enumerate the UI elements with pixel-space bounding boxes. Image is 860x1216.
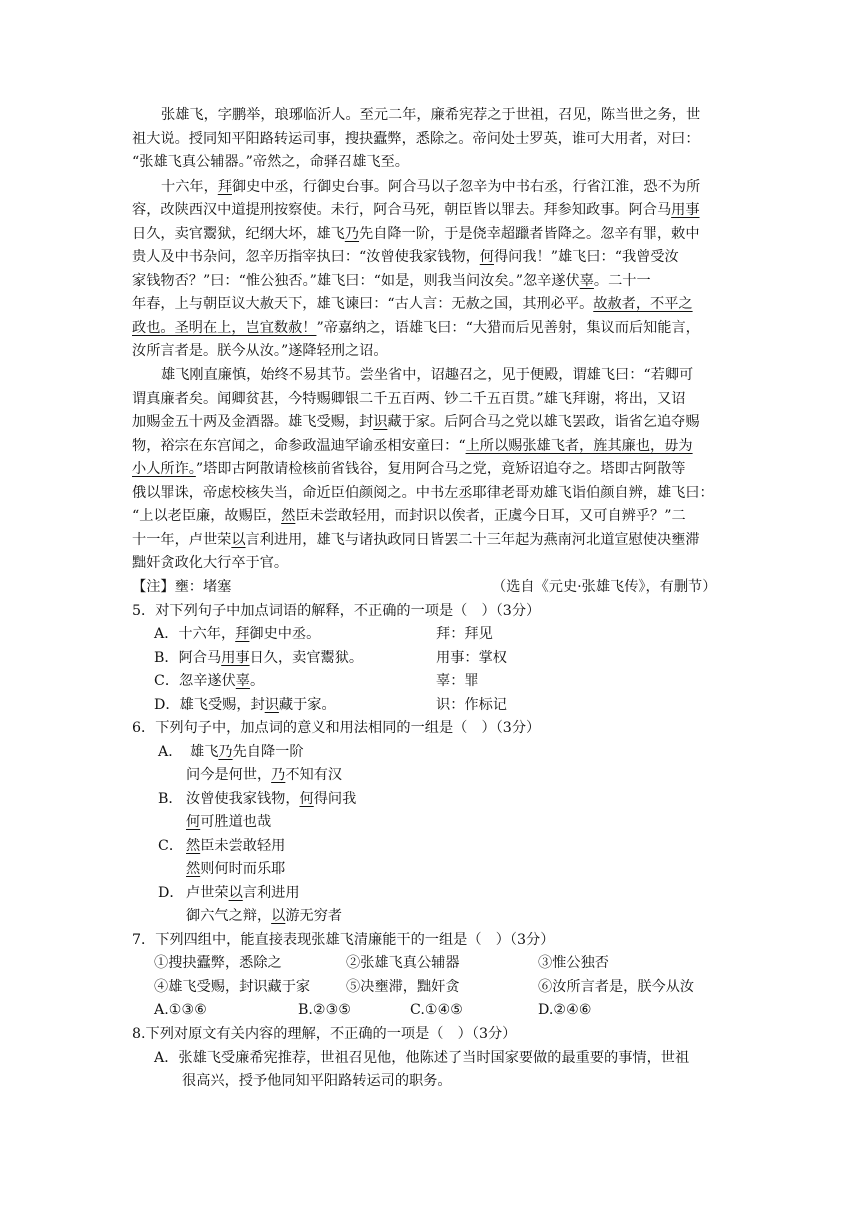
text: C．忽辛遂伏 bbox=[154, 673, 236, 689]
text: ”帝嘉纳之，语雄飞曰：“大猎而后见善射，集议而后知能言， bbox=[316, 320, 700, 336]
q6-option-c-line1 bbox=[186, 835, 285, 857]
q6-option-b-line2 bbox=[186, 811, 271, 833]
q6-option-a-line1 bbox=[190, 741, 304, 763]
passage-p3-line8 bbox=[132, 529, 700, 551]
q5-option-c bbox=[154, 670, 264, 692]
underlined-word: 何 bbox=[299, 791, 314, 807]
q6-option-a-label: A． bbox=[158, 744, 183, 760]
text: 汝曾使我家钱物， bbox=[186, 791, 300, 807]
q5-gloss-c: 辜：罪 bbox=[436, 673, 479, 689]
q6-option-d-line2 bbox=[186, 905, 342, 927]
text: 年春，上与朝臣议大赦天下，雄飞谏曰：“古人言：无赦之国，其刑必平。 bbox=[132, 296, 594, 312]
text: 得问我 bbox=[313, 791, 357, 807]
passage-p3-line7 bbox=[132, 505, 686, 527]
underlined-phrase: 政也。圣明在上，岂宜数赦！ bbox=[132, 320, 317, 336]
text: 家钱物否？”曰：“惟公独否。”雄飞曰：“如是，则我当问汝矣。”忽辛遂伏 bbox=[132, 273, 580, 289]
text: 藏于家。后阿合马之党以雄飞罢政，诣省乞追夺赐 bbox=[387, 414, 700, 430]
q5-option-b bbox=[154, 647, 363, 669]
q5-option-d bbox=[154, 694, 336, 716]
underlined-word: 辜 bbox=[235, 673, 250, 689]
underlined-word: 以 bbox=[231, 532, 246, 548]
text: A．十六年， bbox=[154, 626, 236, 642]
text: “上以老臣廉，故赐臣， bbox=[132, 508, 282, 524]
text: 加赐金五十两及金酒器。雄飞受赐，封 bbox=[132, 414, 374, 430]
text: 十六年， bbox=[161, 179, 218, 195]
text: 雄飞 bbox=[190, 744, 219, 760]
q7-option-c: C.①④⑤ bbox=[410, 1002, 464, 1018]
q7-item-6: ⑥汝所言者是，朕今从汝 bbox=[538, 979, 695, 995]
q8-option-a-line1: A．张雄飞受廉希宪推荐，世祖召见他，他陈述了当时国家要做的最重要的事情，世祖 bbox=[154, 1050, 690, 1066]
q7-option-d: D.②④⑥ bbox=[538, 1002, 592, 1018]
underlined-phrase: 小人所诈。 bbox=[132, 461, 196, 477]
passage-p2-line4 bbox=[132, 246, 679, 268]
text: 容，改陕西汉中道提刑按察使。未行，阿合马死，朝臣皆以罪去。拜参知政事。阿合马 bbox=[132, 202, 672, 218]
text: ”塔即古阿散请检核前省钱谷，复用阿合马之党，竟矫诏追夺之。塔即古阿散等 bbox=[195, 461, 686, 477]
q5-gloss-b: 用事：掌权 bbox=[436, 650, 507, 666]
passage-p1-line3: “张雄飞真公辅器。”帝然之，命驿召雄飞至。 bbox=[132, 154, 409, 170]
text: 言利进用，雄飞与诸执政同日皆罢二十三年起为燕南河北道宣慰使决壅滞 bbox=[245, 532, 700, 548]
q7-stem: 7．下列四组中，能直接表现张雄飞清廉能干的一组是（ ）（3分） bbox=[132, 932, 555, 948]
passage-p3-line6: 俄以罪诛，帝虑校核失当，命近臣伯颜阅之。中书左丞耶律老哥劝雄飞诣伯颜自辨，雄飞曰： bbox=[132, 485, 714, 501]
q6-option-b-label: B． bbox=[158, 791, 183, 807]
passage-p3-line3 bbox=[132, 411, 700, 433]
underlined-word: 何 bbox=[186, 814, 201, 830]
text: 游无穷者 bbox=[285, 908, 343, 924]
text: 不知有汉 bbox=[285, 767, 343, 783]
underlined-word: 乃 bbox=[271, 767, 286, 783]
text: 先自降一阶 bbox=[232, 744, 304, 760]
q8-stem: 8.下列对原文有关内容的理解，不正确的一项是（ ）（3分） bbox=[132, 1026, 517, 1042]
text: 得问我！”雄飞曰：“我曾受汝 bbox=[493, 249, 679, 265]
text: 先自降一阶，于是侥幸超躐者皆降之。忽辛有罪，敕中 bbox=[359, 226, 700, 242]
text: 贵人及中书杂问，忽辛历指宰执曰：“汝曾使我家钱物， bbox=[132, 249, 480, 265]
text: 可胜道也哉 bbox=[200, 814, 272, 830]
passage-p3-line1: 雄飞刚直廉慎，始终不易其节。尝坐省中，诏趣召之，见于便殿，谓雄飞曰：“若卿可 bbox=[161, 367, 694, 383]
text: 日久，卖官鬻狱，纪纲大坏，雄飞 bbox=[132, 226, 345, 242]
text: 言利进用 bbox=[242, 885, 300, 901]
passage-p2-line8: 汝所言者是。朕今从汝。”遂降轻刑之诏。 bbox=[132, 343, 388, 359]
text: 。二十一 bbox=[593, 273, 651, 289]
q7-option-a: A.①③⑥ bbox=[154, 1002, 207, 1018]
q7-item-1: ①搜抉蠹弊，悉除之 bbox=[154, 955, 282, 971]
underlined-word: 乃 bbox=[218, 744, 233, 760]
text: 问今是何世， bbox=[186, 767, 272, 783]
text: 臣未尝敢轻用 bbox=[200, 838, 286, 854]
passage-p2-line7 bbox=[132, 317, 700, 339]
text: 藏于家。 bbox=[278, 697, 336, 713]
passage-p2-line3 bbox=[132, 223, 700, 245]
text: 御六气之辩， bbox=[186, 908, 272, 924]
underlined-word: 识 bbox=[264, 697, 279, 713]
passage-p3-line4 bbox=[132, 435, 693, 457]
text: B．阿合马 bbox=[154, 650, 222, 666]
underlined-word: 识 bbox=[373, 414, 388, 430]
passage-p3-line9: 黜奸贪政化大行卒于官。 bbox=[132, 555, 289, 571]
underlined-word: 拜 bbox=[217, 179, 232, 195]
q6-stem: 6．下列句子中，加点词的意义和用法相同的一组是（ ）（3分） bbox=[132, 720, 541, 736]
passage-p1-line1: 张雄飞，字鹏举，琅琊临沂人。至元二年，廉希宪荐之于世祖，召见，陈当世之务，世 bbox=[161, 107, 701, 123]
underlined-word: 用事 bbox=[221, 650, 250, 666]
passage-p2-line6 bbox=[132, 293, 693, 315]
text: D．雄飞受赐，封 bbox=[154, 697, 265, 713]
passage-p2-line5 bbox=[132, 270, 651, 292]
underlined-word: 以 bbox=[271, 908, 286, 924]
text: 。 bbox=[250, 673, 265, 689]
q6-option-c-line2 bbox=[186, 858, 285, 880]
passage-p3-line2: 谓真廉者矣。闻卿贫甚，今特赐卿银二千五百两、钞二千五百贯。”雄飞拜谢，将出，又诏 bbox=[132, 391, 686, 407]
text: 则何时而乐耶 bbox=[200, 861, 286, 877]
q7-option-b: B.②③⑤ bbox=[298, 1002, 352, 1018]
q5-gloss-d: 识：作标记 bbox=[436, 697, 507, 713]
q6-option-d-line1 bbox=[186, 882, 300, 904]
q6-option-d-label: D． bbox=[158, 885, 184, 901]
source-citation: （选自《元史·张雄飞传》，有删节） bbox=[492, 579, 717, 595]
underlined-word: 然 bbox=[186, 838, 201, 854]
underlined-word: 辜 bbox=[579, 273, 594, 289]
underlined-word: 拜 bbox=[235, 626, 250, 642]
underlined-word: 乃 bbox=[344, 226, 360, 242]
q8-option-a-line2: 很高兴，授予他同知平阳路转运司的职务。 bbox=[182, 1073, 452, 1089]
passage-p2-line2 bbox=[132, 199, 700, 221]
underlined-word: 何 bbox=[479, 249, 494, 265]
q5-stem: 5．对下列句子中加点词语的解释，不正确的一项是（ ）（3分） bbox=[132, 603, 541, 619]
underlined-word: 用事 bbox=[671, 202, 700, 218]
underlined-phrase: 故赦者，不平之 bbox=[593, 296, 693, 312]
q7-item-5: ⑤决壅滞，黜奸贪 bbox=[346, 979, 460, 995]
text: 御史中丞。 bbox=[249, 626, 321, 642]
q7-item-4: ④雄飞受赐，封识藏于家 bbox=[154, 979, 311, 995]
q7-item-2: ②张雄飞真公辅器 bbox=[346, 955, 460, 971]
text: 臣未尝敢轻用，而封识以俟者，正虞今日耳，又可自辨乎？”二 bbox=[295, 508, 686, 524]
underlined-word: 然 bbox=[281, 508, 296, 524]
text: 御史中丞，行御史台事。阿合马以子忽辛为中书右丞，行省江淮，恐不为所 bbox=[231, 179, 701, 195]
q6-option-b-line1 bbox=[186, 788, 356, 810]
text: 物，裕宗在东宫闻之，命参政温迪罕谕丞相安童曰：“ bbox=[132, 438, 466, 454]
underlined-word: 以 bbox=[228, 885, 243, 901]
q7-item-3: ③惟公独否 bbox=[538, 955, 609, 971]
underlined-phrase: 上所以赐张雄飞者，旌其廉也，毋为 bbox=[465, 438, 693, 454]
passage-p2-line1 bbox=[161, 176, 700, 198]
text: 日久，卖官鬻狱。 bbox=[249, 650, 364, 666]
q6-option-a-line2 bbox=[186, 764, 342, 786]
note-label: 【注】壅：堵塞 bbox=[132, 579, 232, 595]
text: 卢世荣 bbox=[186, 885, 229, 901]
passage-p3-line5 bbox=[132, 458, 685, 480]
q6-option-c-label: C． bbox=[158, 838, 184, 854]
underlined-word: 然 bbox=[186, 861, 201, 877]
text: 十一年，卢世荣 bbox=[132, 532, 232, 548]
passage-p1-line2: 祖大说。授同知平阳路转运司事，搜抉蠹弊，悉除之。帝问处士罗英，谁可大用者，对曰： bbox=[132, 131, 700, 147]
q5-option-a bbox=[154, 623, 320, 645]
q5-gloss-a: 拜：拜见 bbox=[436, 626, 493, 642]
